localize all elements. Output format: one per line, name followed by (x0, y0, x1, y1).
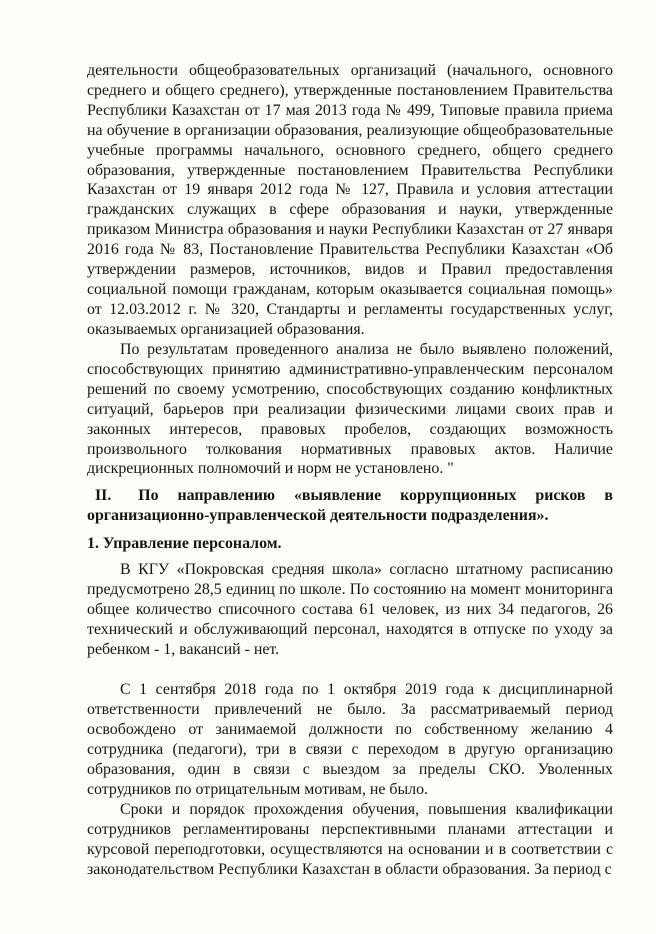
paragraph-text: деятельности общеобразовательных организаций (начального, основного среднего и общего среднего), утвержденные постановлением Правительства Республики Казахстан от 17 мая 2013 года № 499, Типовые правила приема на обучение в организации образования, реализующие общеобразовательные учебные программы начального, основного среднего, общего среднего образования, утвержденные постановлением Правительства Республики Казахстан от 19 января 2012 года № 127, Правила и условия аттестации гражданских служащих в сфере образования и науки, утвержденные приказом Министра образования и науки Республики Казахстан от 27 января 2016 года № 83, Постановление Правительства Республики Казахстан «Об утверждении размеров, источников, видов и Правил предоставления социальной помощи гражданам, которым оказывается социальная помощь» от 12.03.2012 г. № 320, Стандарты и регламенты государственных услуг, оказываемых организацией образования. (87, 62, 613, 338)
paragraph-disciplinary (87, 680, 613, 799)
section-heading (87, 486, 613, 526)
paragraph-staffing (87, 560, 613, 660)
section-number: II. (95, 487, 112, 504)
paragraph-text: Сроки и порядок прохождения обучения, повышения квалификации сотрудников регламентированы перспективными планами аттестации и курсовой переподготовки, осуществляются на основании и в соответствии с законодательством Республики Казахстан в области образования. За период с (87, 801, 613, 878)
paragraph-text: В КГУ «Покровская средняя школа» согласно штатному расписанию предусмотрено 28,5 единиц по школе. По состоянию на момент мониторинга общее количество списочного состава 61 человек, из них 34 педагогов, 26 технический и обслуживающий персонал, находятся в отпуске по уходу за ребенком - 1, вакансий - нет. (87, 561, 613, 658)
paragraph-continuation (87, 61, 613, 340)
section-title: По направлению «выявление коррупционных рисков в организационно-управленческой деятельности подразделения». (87, 487, 613, 524)
paragraph-training (87, 800, 613, 880)
paragraph-text: По результатам проведенного анализа не было выявлено положений, способствующих принятию административно-управленческим персоналом решений по своему усмотрению, способствующих созданию конфликтных ситуаций, барьеров при реализации физическими лицами своих прав и законных интересов, правовых пробелов, создающих возможность произвольного толкования нормативных правовых актов. Наличие дискреционных полномочий и норм не установлено. " (87, 341, 613, 478)
section-heading-text (87, 486, 613, 526)
subsection-title: 1. Управление персоналом. (87, 535, 282, 552)
paragraph-analysis-result (87, 340, 613, 479)
subsection-heading (87, 534, 613, 554)
paragraph-text: С 1 сентября 2018 года по 1 октября 2019 года к дисциплинарной ответственности привлечений не было. За рассматриваемый период освобождено от занимаемой должности по собственному желанию 4 сотрудника (педагоги), три в связи с переходом в другую организацию образования, один в связи с выездом за пределы СКО. Уволенных сотрудников по отрицательным мотивам, не было. (87, 681, 613, 798)
